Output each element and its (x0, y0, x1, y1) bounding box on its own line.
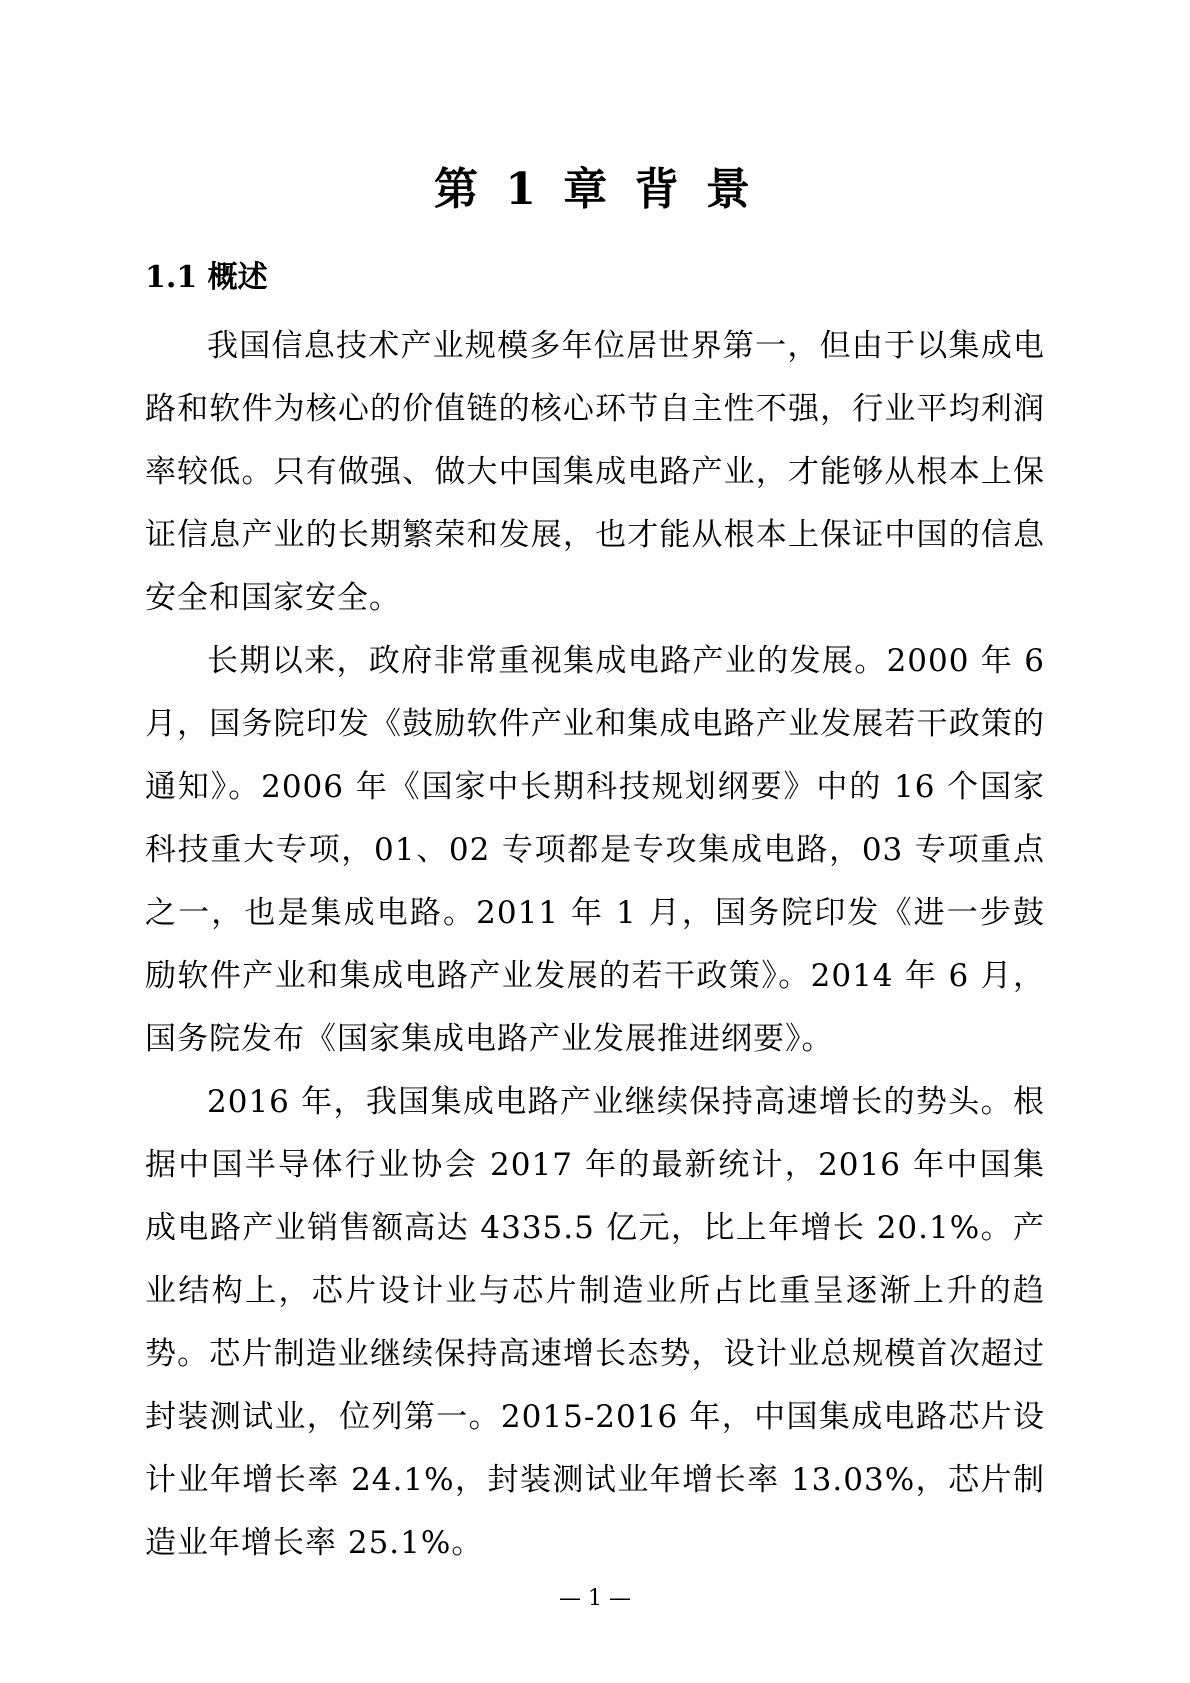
body-text (145, 315, 1045, 1575)
page-number: — 1 — (559, 1586, 631, 1611)
chapter-title: 第 1 章 背 景 (434, 164, 756, 215)
section-heading: 1.1 概述 (145, 260, 268, 295)
paragraph-2: 长期以来，政府非常重视集成电路产业的发展。2000 年 6 月，国务院印发《鼓励软件产业和集成电路产业发展若干政策的通知》。2006 年《国家中长期科技规划纲要》中的 16 个国家科技重大专项，01、02 专项都是专攻集成电路，03 专项重点之一，也是集成电路。2011 年 1 月，国务院印发《进一步鼓励软件产业和集成电路产业发展的若干政策》。2014 年 6 月，国务院发布《国家集成电路产业发展推进纲要》。 (145, 643, 1045, 1057)
paragraph-1: 我国信息技术产业规模多年位居世界第一，但由于以集成电路和软件为核心的价值链的核心环节自主性不强，行业平均利润率较低。只有做强、做大中国集成电路产业，才能够从根本上保证信息产业的长期繁荣和发展，也才能从根本上保证中国的信息安全和国家安全。 (145, 328, 1045, 616)
paragraph-3: 2016 年，我国集成电路产业继续保持高速增长的势头。根据中国半导体行业协会 2017 年的最新统计，2016 年中国集成电路产业销售额高达 4335.5 亿元，比上年增长 20.1%。产业结构上，芯片设计业与芯片制造业所占比重呈逐渐上升的趋势。芯片制造业继续保持高速增长态势，设计业总规模首次超过封装测试业，位列第一。2015-2016 年，中国集成电路芯片设计业年增长率 24.1%，封装测试业年增长率 13.03%，芯片制造业年增长率 25.1%。 (145, 1084, 1045, 1561)
